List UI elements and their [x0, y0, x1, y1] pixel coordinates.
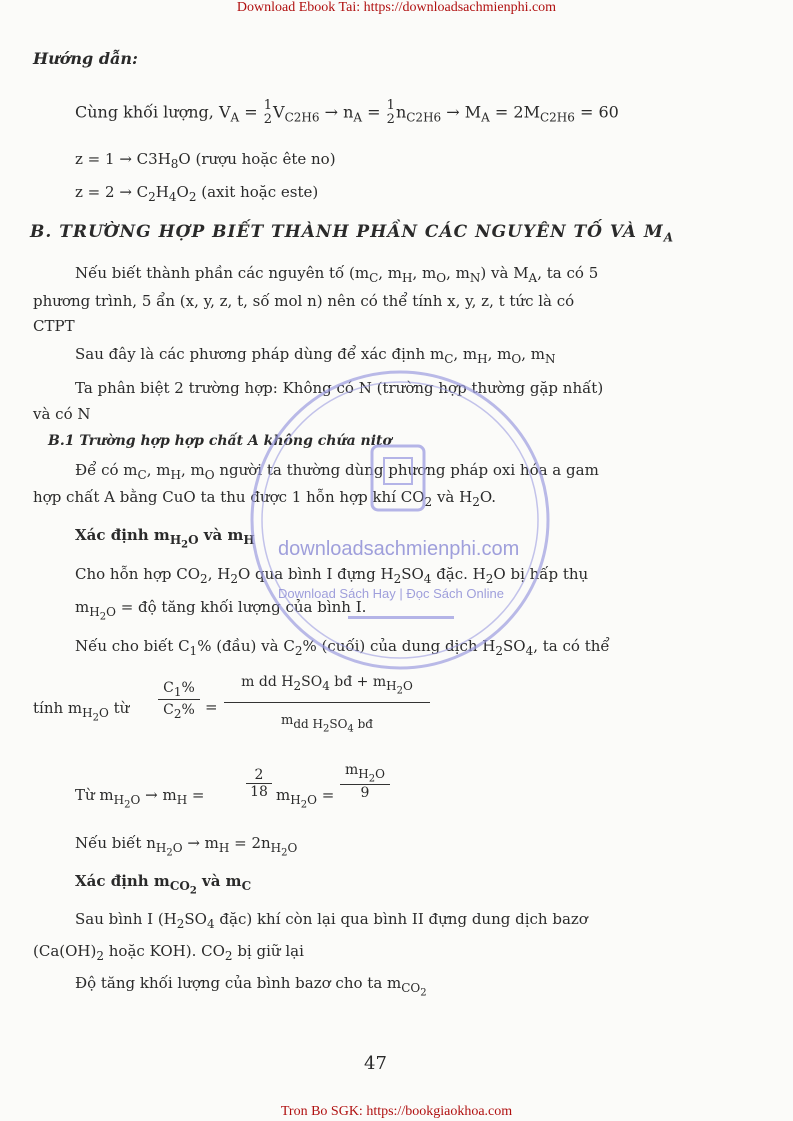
- paragraph-3-line-1: Ta phân biệt 2 trường hợp: Không có N (trường hợp thường gặp nhất): [75, 379, 604, 397]
- mh2o-nine-fraction: $m_{H_2O}$ 9: [340, 762, 390, 801]
- paragraph-2: Sau đây là các phương pháp dùng để xác định $m_C$, $m_H$, $m_O$, $m_N$: [75, 345, 556, 366]
- paragraph-1-line-2: phương trình, 5 ẩn (x, y, z, t, số mol n) nên có thể tính x, y, z, t tức là có: [33, 292, 575, 310]
- mh2o-after-fraction: $m_{H_2O}$ =: [276, 786, 335, 811]
- tinh-label: tính $m_{H_2O}$ từ: [33, 699, 130, 724]
- page-number: 47: [364, 1053, 387, 1074]
- equals-sign: =: [205, 698, 218, 716]
- paragraph-1-line-1: Nếu biết thành phần các nguyên tố ($m_C$, $m_H$, $m_O$, $m_N$) và $M_A$, ta có 5: [75, 264, 599, 285]
- section-b-heading: B. TRƯỜNG HỢP BIẾT THÀNH PHẦN CÁC NGUYÊN TỐ VÀ $M_A$: [30, 222, 675, 245]
- tu-mh2o-line: Từ $m_{H_2O} \to m_H$ =: [75, 786, 205, 811]
- z1-line: $z = 1 \to C3H_8O$ (rượu hoặc ête no): [75, 150, 336, 171]
- paragraph-4-line-2: hợp chất A bằng CuO ta thu được 1 hỗn hợp khí $CO_2$ và $H_2O$.: [33, 488, 497, 509]
- determine-co2-heading: Xác định $m_{CO_2}$ và $m_C$: [75, 872, 252, 897]
- paragraph-1-line-3: CTPT: [33, 317, 75, 335]
- subsection-b1-heading: B.1 Trường hợp hợp chất A không chứa nitơ: [48, 433, 392, 449]
- determine-h2o-heading: Xác định $m_{H_2O}$ và $m_H$: [75, 526, 255, 551]
- paragraph-4-line-1: Để có $m_C$, $m_H$, $m_O$ người ta thường dùng phương pháp oxi hóa a gam: [75, 461, 599, 482]
- paragraph-3-line-2: và có N: [33, 405, 91, 423]
- c1-c2-fraction: $C_1\%$ $C_2\%$: [158, 680, 200, 721]
- neu-biet-nh2o-line: Nếu biết $n_{H_2O} \to m_H = 2n_{H_2O}$: [75, 834, 298, 859]
- watermark-brand: downloadsachmienphi.com: [278, 538, 520, 560]
- paragraph-6: $m_{H_2O}$ = độ tăng khối lượng của bình I.: [75, 598, 367, 623]
- equation-line-1: Cùng khối lượng, $V_A$ = 1 2 $V_{C2H6} \to n_A$ = 1 2 $n_{C2H6} \to M_A = 2M_{C2H6} = 60$: [75, 98, 619, 127]
- paragraph-8-line-1: Sau bình I ($H_2SO_4$ đặc) khí còn lại qua bình II đựng dung dịch bazơ: [75, 910, 588, 931]
- paragraph-9: Độ tăng khối lượng của bình bazơ cho ta $m_{CO_2}$: [75, 974, 427, 999]
- mdd-fraction: m dd $H_2SO_4$ bđ + $m_{H_2O}$ $m_{dd H_2SO_4 bđ}$: [224, 674, 430, 734]
- two-eighteen-fraction: 2 18: [246, 767, 272, 800]
- z2-line: $z = 2 \to C_2H_4O_2$ (axit hoặc este): [75, 183, 319, 204]
- footer-link[interactable]: Tron Bo SGK: https://bookgiaokhoa.com: [280, 1104, 513, 1119]
- paragraph-5: Cho hỗn hợp $CO_2$, $H_2O$ qua bình I đựng $H_2SO_4$ đặc. $H_2O$ bị hấp thụ: [75, 565, 589, 586]
- watermark-tagline: Download Sách Hay | Đọc Sách Online: [278, 586, 504, 601]
- watermark-circle-icon: [248, 368, 552, 672]
- paragraph-7: Nếu cho biết $C_1\%$ (đầu) và $C_2\%$ (cuối) của dung dịch $H_2SO_4$, ta có thể: [75, 637, 610, 658]
- watermark: [248, 368, 552, 672]
- header-link[interactable]: Download Ebook Tai: https://downloadsachmienphi.com: [236, 0, 557, 15]
- paragraph-8-line-2: ($Ca(OH)_2$ hoặc KOH). $CO_2$ bị giữ lại: [33, 942, 304, 963]
- guide-heading: Hướng dẫn:: [33, 49, 138, 68]
